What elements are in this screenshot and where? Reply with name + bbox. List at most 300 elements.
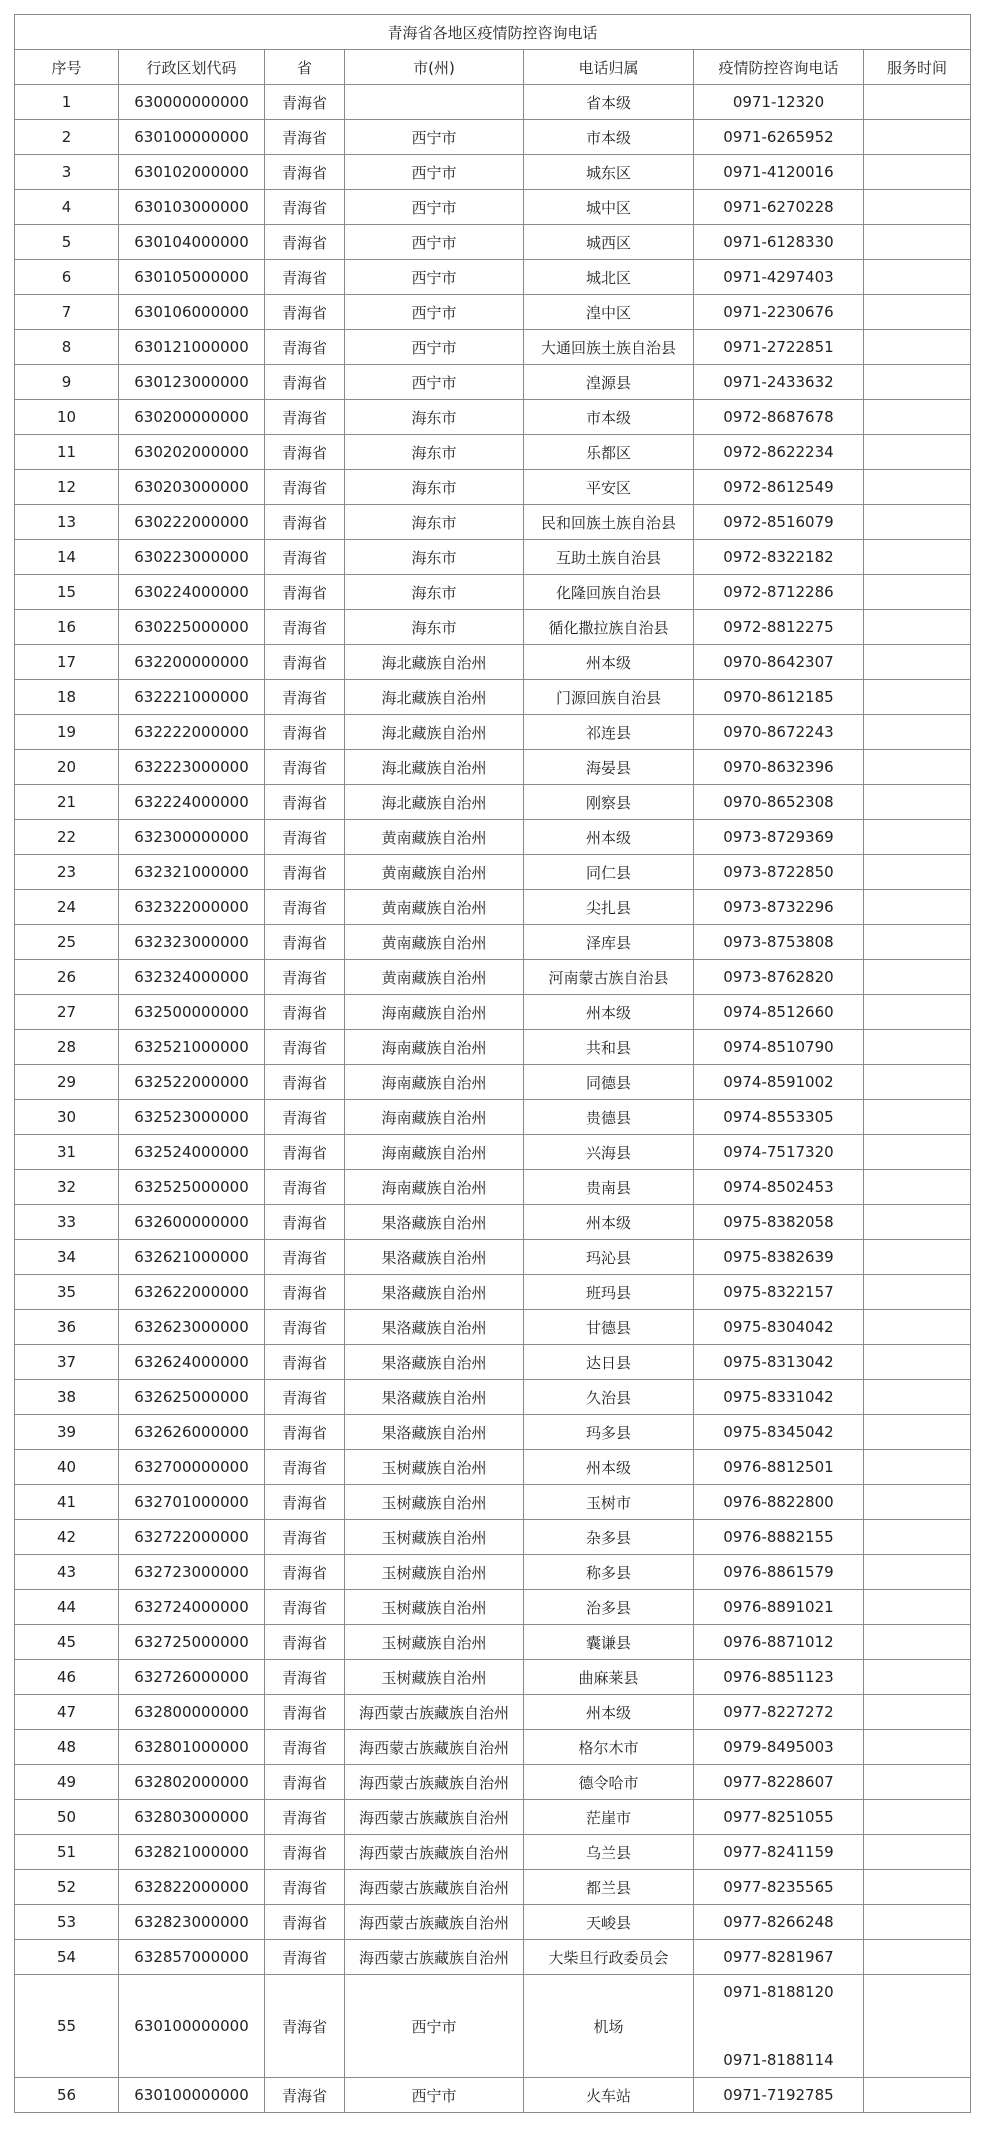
cell-phone: 0977-8266248: [694, 1905, 864, 1940]
cell-area: 州本级: [524, 820, 694, 855]
document-page: [14, 14, 970, 2113]
table-row: [15, 680, 971, 715]
cell-province: 青海省: [265, 400, 345, 435]
cell-no: 42: [15, 1520, 119, 1555]
cell-no: 29: [15, 1065, 119, 1100]
cell-phone: 0971-6270228: [694, 190, 864, 225]
table-row: [15, 645, 971, 680]
cell-province: 青海省: [265, 2078, 345, 2113]
cell-code: 632624000000: [119, 1345, 265, 1380]
cell-service-time: [864, 1380, 971, 1415]
table-row: [15, 1555, 971, 1590]
cell-area: 城中区: [524, 190, 694, 225]
cell-city: 海东市: [345, 575, 524, 610]
cell-province: 青海省: [265, 1695, 345, 1730]
cell-service-time: [864, 225, 971, 260]
cell-service-time: [864, 1100, 971, 1135]
table-row: [15, 820, 971, 855]
cell-code: 632222000000: [119, 715, 265, 750]
cell-code: 632525000000: [119, 1170, 265, 1205]
cell-service-time: [864, 295, 971, 330]
cell-code: 632801000000: [119, 1730, 265, 1765]
cell-service-time: [864, 1695, 971, 1730]
cell-service-time: [864, 1065, 971, 1100]
cell-city: 黄南藏族自治州: [345, 855, 524, 890]
cell-phone: 0975-8313042: [694, 1345, 864, 1380]
cell-service-time: [864, 1590, 971, 1625]
cell-phone: 0975-8382639: [694, 1240, 864, 1275]
cell-no: 39: [15, 1415, 119, 1450]
cell-no: 24: [15, 890, 119, 925]
cell-service-time: [864, 365, 971, 400]
cell-code: 632625000000: [119, 1380, 265, 1415]
cell-area: 省本级: [524, 85, 694, 120]
table-row: [15, 750, 971, 785]
cell-code: 632622000000: [119, 1275, 265, 1310]
cell-service-time: [864, 715, 971, 750]
cell-code: 632723000000: [119, 1555, 265, 1590]
cell-no: 5: [15, 225, 119, 260]
cell-no: 49: [15, 1765, 119, 1800]
cell-area: 河南蒙古族自治县: [524, 960, 694, 995]
cell-service-time: [864, 575, 971, 610]
cell-phone: 0974-8510790: [694, 1030, 864, 1065]
cell-no: 36: [15, 1310, 119, 1345]
cell-code: 630224000000: [119, 575, 265, 610]
cell-no: 52: [15, 1870, 119, 1905]
cell-code: 630100000000: [119, 120, 265, 155]
cell-code: 632300000000: [119, 820, 265, 855]
cell-service-time: [864, 330, 971, 365]
cell-area: 平安区: [524, 470, 694, 505]
cell-phone: 0977-8241159: [694, 1835, 864, 1870]
cell-no: 28: [15, 1030, 119, 1065]
cell-no: 10: [15, 400, 119, 435]
cell-code: 632725000000: [119, 1625, 265, 1660]
cell-phone: 0971-12320: [694, 85, 864, 120]
cell-area: 久治县: [524, 1380, 694, 1415]
cell-phone: 0976-8861579: [694, 1555, 864, 1590]
cell-no: 55: [15, 1975, 119, 2078]
cell-city: 西宁市: [345, 190, 524, 225]
cell-phone: 0974-8512660: [694, 995, 864, 1030]
cell-province: 青海省: [265, 680, 345, 715]
cell-city: 海北藏族自治州: [345, 645, 524, 680]
cell-city: 海东市: [345, 435, 524, 470]
cell-city: 海东市: [345, 470, 524, 505]
cell-service-time: [864, 470, 971, 505]
cell-area: 天峻县: [524, 1905, 694, 1940]
cell-service-time: [864, 260, 971, 295]
cell-province: 青海省: [265, 435, 345, 470]
cell-area: 乌兰县: [524, 1835, 694, 1870]
cell-city: 海南藏族自治州: [345, 1030, 524, 1065]
cell-province: 青海省: [265, 1275, 345, 1310]
cell-province: 青海省: [265, 190, 345, 225]
table-row: [15, 1205, 971, 1240]
cell-province: 青海省: [265, 1100, 345, 1135]
cell-service-time: [864, 1730, 971, 1765]
cell-province: 青海省: [265, 995, 345, 1030]
cell-city: 玉树藏族自治州: [345, 1590, 524, 1625]
cell-phone: 0973-8729369: [694, 820, 864, 855]
cell-phone: 0972-8322182: [694, 540, 864, 575]
table-row: [15, 1940, 971, 1975]
table-row: [15, 435, 971, 470]
table-title: 青海省各地区疫情防控咨询电话: [15, 15, 971, 50]
cell-service-time: [864, 1205, 971, 1240]
cell-province: 青海省: [265, 890, 345, 925]
cell-code: 630202000000: [119, 435, 265, 470]
cell-service-time: [864, 1625, 971, 1660]
cell-city: 海西蒙古族藏族自治州: [345, 1940, 524, 1975]
cell-city: 海西蒙古族藏族自治州: [345, 1800, 524, 1835]
cell-city: 海南藏族自治州: [345, 995, 524, 1030]
cell-phone: 0976-8851123: [694, 1660, 864, 1695]
cell-phone: 0972-8516079: [694, 505, 864, 540]
cell-no: 18: [15, 680, 119, 715]
cell-no: 35: [15, 1275, 119, 1310]
cell-city: 西宁市: [345, 295, 524, 330]
cell-province: 青海省: [265, 1590, 345, 1625]
cell-service-time: [864, 1835, 971, 1870]
cell-city: 西宁市: [345, 260, 524, 295]
cell-city: 海东市: [345, 505, 524, 540]
cell-no: 46: [15, 1660, 119, 1695]
table-row: [15, 995, 971, 1030]
cell-no: 27: [15, 995, 119, 1030]
cell-city: 果洛藏族自治州: [345, 1240, 524, 1275]
cell-province: 青海省: [265, 1835, 345, 1870]
cell-area: 城北区: [524, 260, 694, 295]
cell-no: 53: [15, 1905, 119, 1940]
cell-province: 青海省: [265, 330, 345, 365]
cell-city: 海北藏族自治州: [345, 785, 524, 820]
cell-service-time: [864, 820, 971, 855]
cell-city: 海西蒙古族藏族自治州: [345, 1835, 524, 1870]
cell-code: 630102000000: [119, 155, 265, 190]
cell-service-time: [864, 85, 971, 120]
cell-area: 大通回族土族自治县: [524, 330, 694, 365]
cell-phone: 0977-8227272: [694, 1695, 864, 1730]
cell-province: 青海省: [265, 925, 345, 960]
cell-city: 果洛藏族自治州: [345, 1205, 524, 1240]
cell-no: 56: [15, 2078, 119, 2113]
cell-service-time: [864, 785, 971, 820]
cell-service-time: [864, 750, 971, 785]
cell-service-time: [864, 890, 971, 925]
cell-city: 玉树藏族自治州: [345, 1520, 524, 1555]
cell-city: 海南藏族自治州: [345, 1135, 524, 1170]
cell-area: 贵南县: [524, 1170, 694, 1205]
cell-province: 青海省: [265, 785, 345, 820]
cell-service-time: [864, 645, 971, 680]
cell-city: 果洛藏族自治州: [345, 1310, 524, 1345]
cell-city: 果洛藏族自治州: [345, 1415, 524, 1450]
header-area: 电话归属: [524, 50, 694, 85]
cell-area: 茫崖市: [524, 1800, 694, 1835]
cell-no: 38: [15, 1380, 119, 1415]
cell-service-time: [864, 1275, 971, 1310]
cell-phone: 0976-8882155: [694, 1520, 864, 1555]
cell-no: 41: [15, 1485, 119, 1520]
cell-code: 632323000000: [119, 925, 265, 960]
cell-province: 青海省: [265, 1065, 345, 1100]
cell-area: 海晏县: [524, 750, 694, 785]
cell-no: 7: [15, 295, 119, 330]
cell-province: 青海省: [265, 855, 345, 890]
cell-code: 632521000000: [119, 1030, 265, 1065]
table-row: [15, 1345, 971, 1380]
table-row: [15, 1660, 971, 1695]
cell-phone: 0973-8732296: [694, 890, 864, 925]
cell-code: 632822000000: [119, 1870, 265, 1905]
table-row: [15, 890, 971, 925]
cell-service-time: [864, 120, 971, 155]
cell-phone: 0976-8812501: [694, 1450, 864, 1485]
cell-province: 青海省: [265, 1660, 345, 1695]
cell-province: 青海省: [265, 1520, 345, 1555]
cell-no: 9: [15, 365, 119, 400]
cell-service-time: [864, 855, 971, 890]
table-row: [15, 155, 971, 190]
cell-no: 12: [15, 470, 119, 505]
cell-province: 青海省: [265, 1380, 345, 1415]
cell-code: 632524000000: [119, 1135, 265, 1170]
cell-code: 630100000000: [119, 1975, 265, 2078]
cell-service-time: [864, 1660, 971, 1695]
cell-no: 44: [15, 1590, 119, 1625]
table-row: [15, 1765, 971, 1800]
cell-area: 城西区: [524, 225, 694, 260]
table-row: [15, 1800, 971, 1835]
cell-code: 630203000000: [119, 470, 265, 505]
cell-no: 33: [15, 1205, 119, 1240]
table-row: [15, 2078, 971, 2113]
cell-service-time: [864, 1240, 971, 1275]
cell-code: 630103000000: [119, 190, 265, 225]
cell-phone: 0975-8331042: [694, 1380, 864, 1415]
cell-no: 25: [15, 925, 119, 960]
cell-service-time: [864, 190, 971, 225]
table-row: [15, 120, 971, 155]
cell-area: 州本级: [524, 1205, 694, 1240]
cell-city: 海南藏族自治州: [345, 1170, 524, 1205]
cell-code: 630106000000: [119, 295, 265, 330]
cell-no: 14: [15, 540, 119, 575]
cell-city: [345, 85, 524, 120]
cell-province: 青海省: [265, 1030, 345, 1065]
cell-service-time: [864, 1975, 971, 2078]
cell-province: 青海省: [265, 1870, 345, 1905]
cell-no: 13: [15, 505, 119, 540]
table-row: [15, 1100, 971, 1135]
table-row: [15, 1870, 971, 1905]
table-row: [15, 1380, 971, 1415]
cell-province: 青海省: [265, 1345, 345, 1380]
cell-province: 青海省: [265, 120, 345, 155]
cell-province: 青海省: [265, 1485, 345, 1520]
cell-code: 632221000000: [119, 680, 265, 715]
hotline-table: [14, 14, 971, 2113]
header-code: 行政区划代码: [119, 50, 265, 85]
cell-province: 青海省: [265, 575, 345, 610]
cell-area: 化隆回族自治县: [524, 575, 694, 610]
cell-service-time: [864, 155, 971, 190]
table-row: [15, 1275, 971, 1310]
cell-province: 青海省: [265, 505, 345, 540]
table-row: [15, 575, 971, 610]
phone-number: 0971-8188114: [723, 2051, 834, 2069]
cell-no: 30: [15, 1100, 119, 1135]
cell-city: 西宁市: [345, 365, 524, 400]
cell-phone: 0975-8322157: [694, 1275, 864, 1310]
cell-province: 青海省: [265, 750, 345, 785]
cell-province: 青海省: [265, 1800, 345, 1835]
cell-code: 632324000000: [119, 960, 265, 995]
header-row: [15, 50, 971, 85]
cell-service-time: [864, 610, 971, 645]
table-row: [15, 540, 971, 575]
cell-phone: 0979-8495003: [694, 1730, 864, 1765]
table-row: [15, 1415, 971, 1450]
cell-phone: 0974-7517320: [694, 1135, 864, 1170]
cell-province: 青海省: [265, 1450, 345, 1485]
cell-service-time: [864, 1030, 971, 1065]
cell-code: 630100000000: [119, 2078, 265, 2113]
cell-code: 632700000000: [119, 1450, 265, 1485]
cell-service-time: [864, 540, 971, 575]
cell-area: 囊谦县: [524, 1625, 694, 1660]
cell-no: 26: [15, 960, 119, 995]
cell-city: 果洛藏族自治州: [345, 1380, 524, 1415]
cell-area: 州本级: [524, 995, 694, 1030]
cell-province: 青海省: [265, 295, 345, 330]
cell-no: 31: [15, 1135, 119, 1170]
cell-province: 青海省: [265, 260, 345, 295]
cell-province: 青海省: [265, 1975, 345, 2078]
table-row: [15, 925, 971, 960]
cell-area: 称多县: [524, 1555, 694, 1590]
cell-city: 玉树藏族自治州: [345, 1660, 524, 1695]
cell-phone: 0971-2722851: [694, 330, 864, 365]
cell-code: 632523000000: [119, 1100, 265, 1135]
cell-no: 19: [15, 715, 119, 750]
cell-phone: 0976-8891021: [694, 1590, 864, 1625]
cell-area: 达日县: [524, 1345, 694, 1380]
cell-phone: 0971-6265952: [694, 120, 864, 155]
cell-phone: 0973-8753808: [694, 925, 864, 960]
table-row: [15, 610, 971, 645]
cell-service-time: [864, 960, 971, 995]
cell-code: 632857000000: [119, 1940, 265, 1975]
header-province: 省: [265, 50, 345, 85]
cell-city: 西宁市: [345, 1975, 524, 2078]
cell-code: 630225000000: [119, 610, 265, 645]
table-row: [15, 190, 971, 225]
cell-code: 632803000000: [119, 1800, 265, 1835]
cell-code: 632722000000: [119, 1520, 265, 1555]
cell-phone: 0970-8642307: [694, 645, 864, 680]
cell-province: 青海省: [265, 1905, 345, 1940]
cell-phone: 0972-8687678: [694, 400, 864, 435]
cell-phone: 0976-8822800: [694, 1485, 864, 1520]
header-phone: 疫情防控咨询电话: [694, 50, 864, 85]
table-row: [15, 1625, 971, 1660]
cell-phone: 0977-8251055: [694, 1800, 864, 1835]
cell-area: 同德县: [524, 1065, 694, 1100]
table-row: [15, 1835, 971, 1870]
cell-code: 632823000000: [119, 1905, 265, 1940]
cell-service-time: [864, 995, 971, 1030]
cell-no: 1: [15, 85, 119, 120]
cell-city: 海南藏族自治州: [345, 1100, 524, 1135]
cell-city: 玉树藏族自治州: [345, 1555, 524, 1590]
cell-area: 玛沁县: [524, 1240, 694, 1275]
cell-phone: 0971-6128330: [694, 225, 864, 260]
cell-code: 632626000000: [119, 1415, 265, 1450]
cell-phone: 0973-8722850: [694, 855, 864, 890]
cell-city: 海东市: [345, 400, 524, 435]
table-row: [15, 1170, 971, 1205]
cell-area: 曲麻莱县: [524, 1660, 694, 1695]
cell-phone: 0973-8762820: [694, 960, 864, 995]
cell-no: 32: [15, 1170, 119, 1205]
cell-phone: 0977-8235565: [694, 1870, 864, 1905]
cell-no: 2: [15, 120, 119, 155]
cell-province: 青海省: [265, 1415, 345, 1450]
cell-code: 632726000000: [119, 1660, 265, 1695]
cell-area: 班玛县: [524, 1275, 694, 1310]
table-body: [15, 85, 971, 2113]
cell-code: 632200000000: [119, 645, 265, 680]
cell-no: 48: [15, 1730, 119, 1765]
cell-no: 4: [15, 190, 119, 225]
table-row: [15, 85, 971, 120]
header-no: 序号: [15, 50, 119, 85]
cell-service-time: [864, 1555, 971, 1590]
cell-area: 市本级: [524, 120, 694, 155]
cell-province: 青海省: [265, 1555, 345, 1590]
cell-no: 43: [15, 1555, 119, 1590]
cell-code: 632621000000: [119, 1240, 265, 1275]
table-row: [15, 855, 971, 890]
cell-no: 16: [15, 610, 119, 645]
cell-service-time: [864, 1170, 971, 1205]
table-row: [15, 295, 971, 330]
cell-province: 青海省: [265, 225, 345, 260]
cell-service-time: [864, 1450, 971, 1485]
cell-city: 海北藏族自治州: [345, 680, 524, 715]
cell-service-time: [864, 1940, 971, 1975]
cell-code: 632802000000: [119, 1765, 265, 1800]
cell-phone: 0971-2433632: [694, 365, 864, 400]
cell-code: 630105000000: [119, 260, 265, 295]
cell-code: 632321000000: [119, 855, 265, 890]
cell-no: 50: [15, 1800, 119, 1835]
cell-city: 海北藏族自治州: [345, 715, 524, 750]
cell-code: 630121000000: [119, 330, 265, 365]
cell-service-time: [864, 1310, 971, 1345]
table-row: [15, 1485, 971, 1520]
cell-service-time: [864, 1800, 971, 1835]
cell-area: 同仁县: [524, 855, 694, 890]
cell-code: 632821000000: [119, 1835, 265, 1870]
cell-phone: 0970-8652308: [694, 785, 864, 820]
cell-area: 州本级: [524, 1450, 694, 1485]
cell-city: 海北藏族自治州: [345, 750, 524, 785]
table-row: [15, 330, 971, 365]
